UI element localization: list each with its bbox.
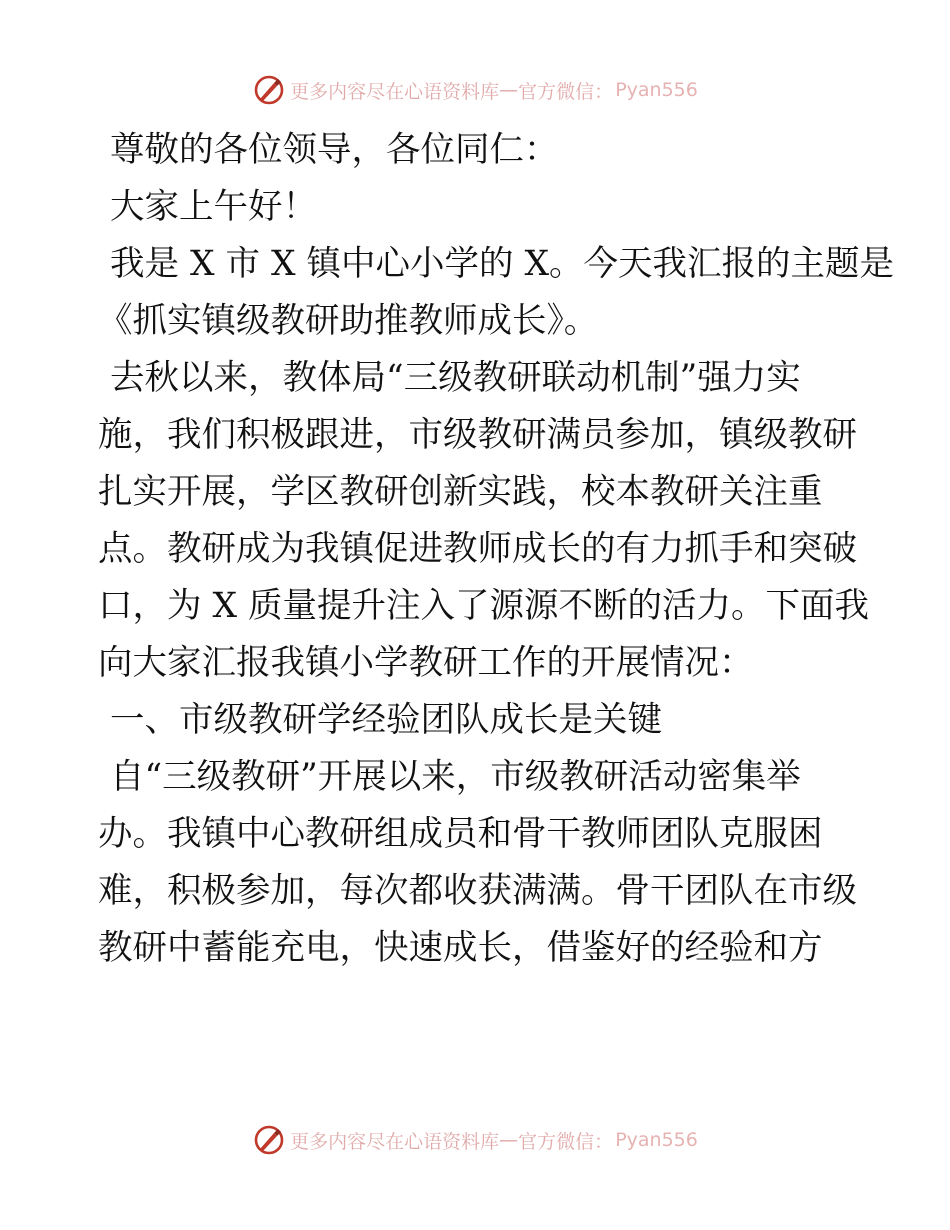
paragraph-line: 办。我镇中心教研组成员和骨干教师团队克服困	[98, 814, 823, 854]
paragraph-line: 难，积极参加，每次都收获满满。骨干团队在市级	[98, 871, 857, 911]
watermark-header	[0, 70, 950, 110]
paragraph-line: 口，为 X 质量提升注入了源源不断的活力。下面我	[98, 586, 869, 626]
greeting: 大家上午好！	[110, 187, 317, 227]
intro-line: 我是 X 市 X 镇中心小学的 X。今天我汇报的主题是	[110, 244, 895, 284]
paragraph-line: 教研中蓄能充电，快速成长，借鉴好的经验和方	[98, 928, 823, 968]
paragraph-line: 施，我们积极跟进，市级教研满员参加，镇级教研	[98, 415, 857, 455]
watermark-wechat-id: Pyan556	[615, 79, 698, 101]
salutation: 尊敬的各位领导，各位同仁：	[110, 130, 559, 170]
pen-logo-icon	[252, 73, 286, 107]
document-body	[98, 122, 895, 977]
watermark-wechat-id: Pyan556	[615, 1129, 698, 1151]
section-heading: 一、市级教研学经验团队成长是关键	[110, 700, 662, 740]
paragraph-line: 向大家汇报我镇小学教研工作的开展情况：	[98, 643, 754, 683]
watermark-wechat-label: 官方微信：	[518, 80, 614, 103]
watermark-site-text: 更多内容尽在心语资料库	[290, 1130, 500, 1153]
watermark-dash: —	[499, 79, 519, 101]
paragraph-line: 扎实开展，学区教研创新实践，校本教研关注重	[98, 472, 823, 512]
intro-line: 《抓实镇级教研助推教师成长》。	[98, 301, 599, 341]
watermark-dash: —	[499, 1129, 519, 1151]
paragraph-line: 点。教研成为我镇促进教师成长的有力抓手和突破	[98, 529, 857, 569]
watermark-footer	[0, 1120, 950, 1160]
paragraph-line: 自“三级教研”开展以来，市级教研活动密集举	[110, 757, 801, 797]
watermark-wechat-label: 官方微信：	[518, 1130, 614, 1153]
paragraph-line: 去秋以来，教体局“三级教研联动机制”强力实	[110, 358, 801, 398]
pen-logo-icon	[252, 1123, 286, 1157]
watermark-site-text: 更多内容尽在心语资料库	[290, 80, 500, 103]
